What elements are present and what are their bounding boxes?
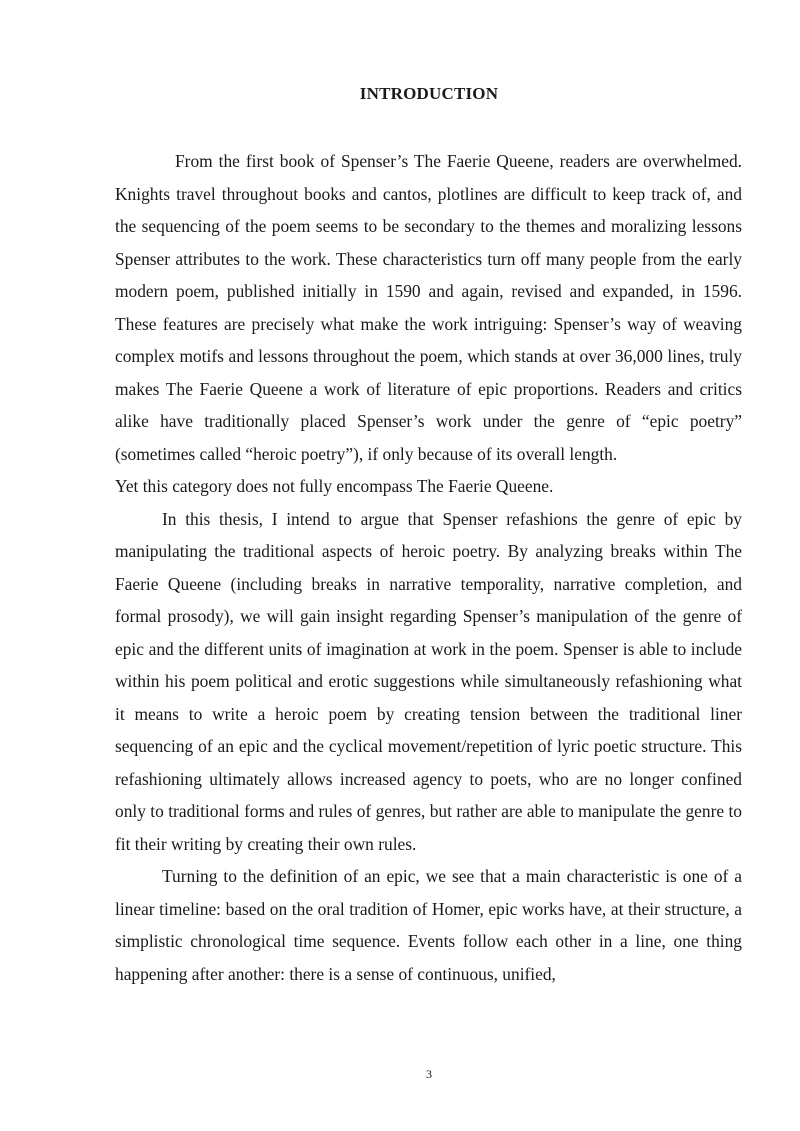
paragraph-1: From the first book of Spenser’s The Faerie Queene, readers are overwhelmed. Knights travel throughout books and cantos, plotlines are difficult to keep track of, and the sequencing of the poem seems to be secondary to the themes and moralizing lessons Spenser attributes to the work. These characteristics turn off many people from the early modern poem, published initially in 1590 and again, revised and expanded, in 1596. These features are precisely what make the work intriguing: Spenser’s way of weaving complex motifs and lessons throughout the poem, which stands at over 36,000 lines, truly makes The Faerie Queene a work of literature of epic proportions. Readers and critics alike have traditionally placed Spenser’s work under the genre of “epic poetry” (sometimes called “heroic poetry”), if only because of its overall length. — [115, 151, 742, 464]
page-title: INTRODUCTION — [359, 84, 499, 103]
body-text — [115, 145, 742, 990]
paragraph-3: In this thesis, I intend to argue that Spenser refashions the genre of epic by manipulating the traditional aspects of heroic poetry. By analyzing breaks within The Faerie Queene (including breaks in narrative temporality, narrative completion, and formal prosody), we will gain insight regarding Spenser’s manipulation of the genre of epic and the different units of imagination at work in the poem. Spenser is able to include within his poem political and erotic suggestions while simultaneously refashioning what it means to write a heroic poem by creating tension between the traditional liner sequencing of an epic and the cyclical movement/repetition of lyric poetic structure. This refashioning ultimately allows increased agency to poets, who are no longer confined only to traditional forms and rules of genres, but rather are able to manipulate the genre to fit their writing by creating their own rules. — [115, 508, 742, 854]
paragraph-4: Turning to the definition of an epic, we see that a main characteristic is one of a linear timeline: based on the oral tradition of Homer, epic works have, at their structure, a simplistic chronological time sequence. Events follow each other in a line, one thing happening after another: there is a sense of continuous, unified, — [115, 866, 742, 984]
page-number: 3 — [426, 1067, 432, 1081]
paragraph-2: Yet this category does not fully encompass The Faerie Queene. — [115, 476, 554, 496]
